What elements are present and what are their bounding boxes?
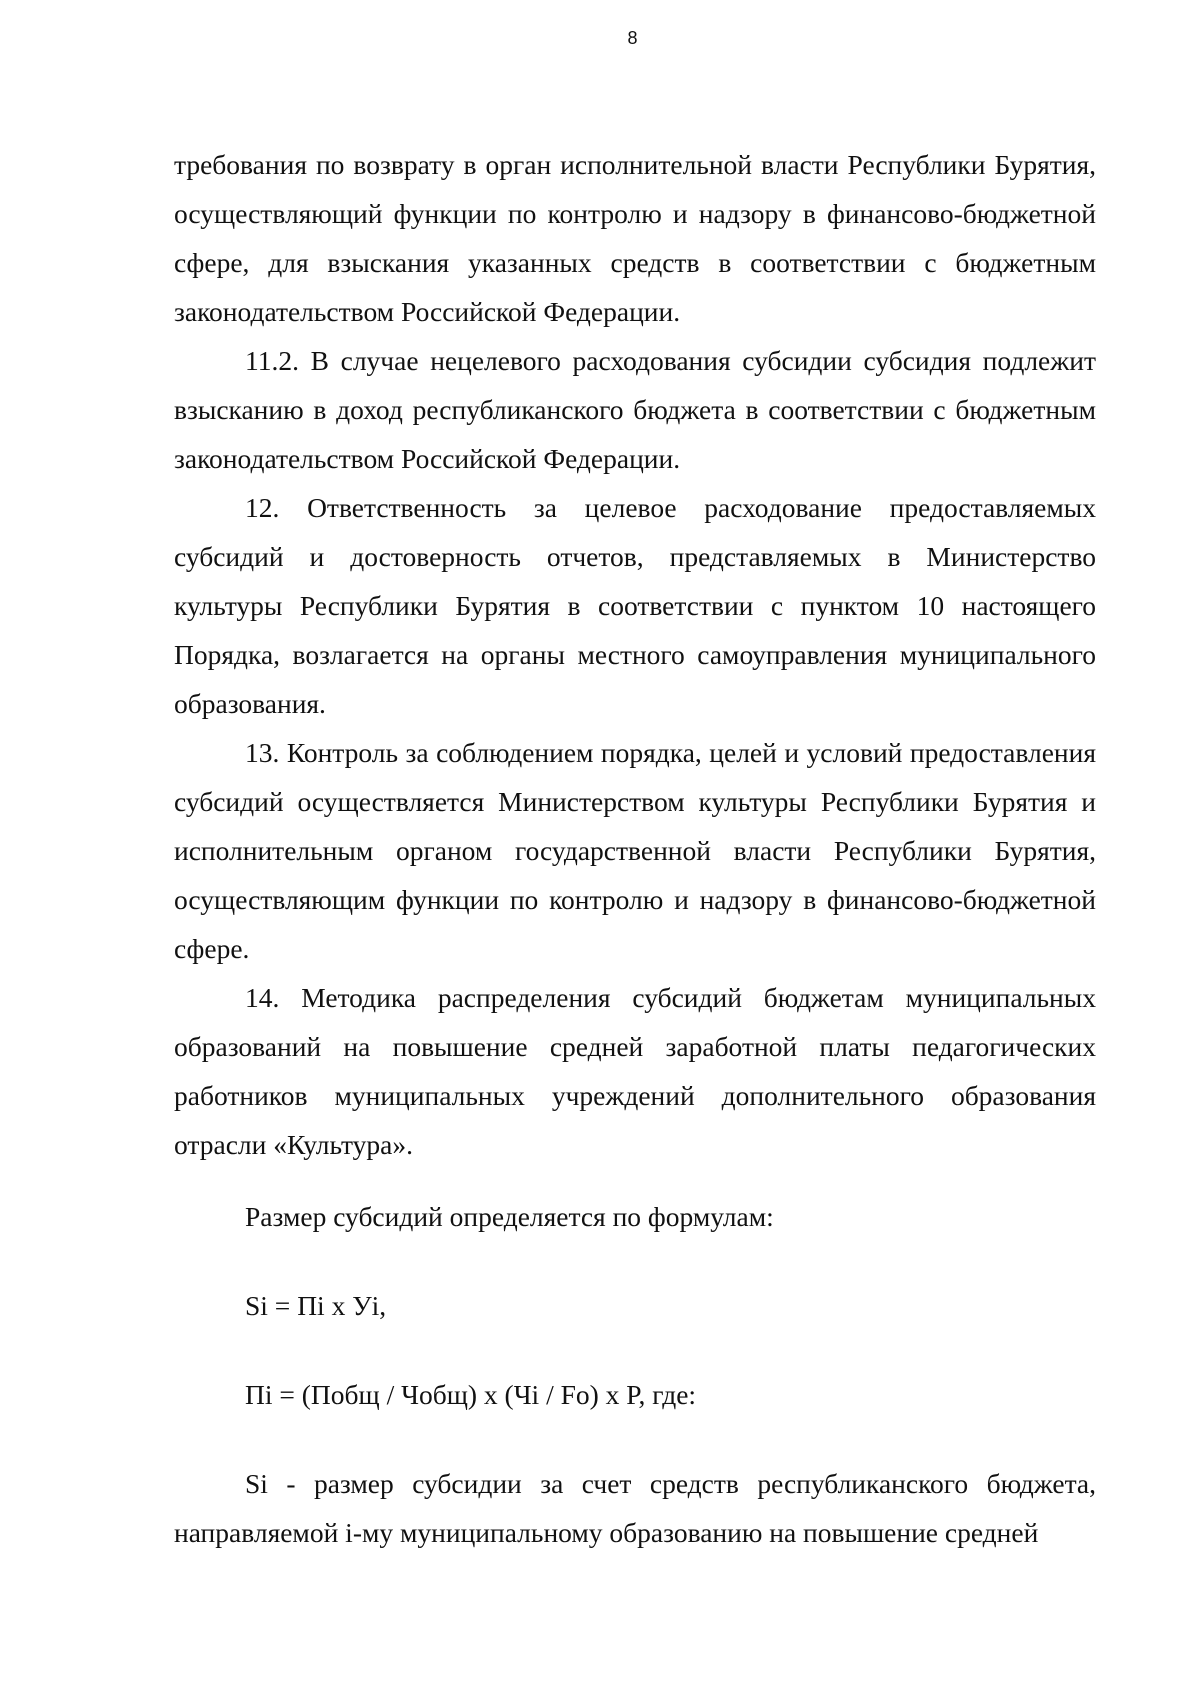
paragraph-14: 14. Методика распределения субсидий бюджетам муниципальных образований на повышение средней заработной платы педагогических работников муниципальных учреждений дополнительного образования отрасли «Культура». [174,982,1096,1160]
paragraph-continuation: требования по возврату в орган исполнительной власти Республики Бурятия, осуществляющий функции по контролю и надзору в финансово-бюджетной сфере, для взыскания указанных средств в соответствии с бюджетным законодательством Российской Федерации. [174,149,1096,327]
definition-si: Si - размер субсидии за счет средств республиканского бюджета, направляемой i-му муниципальному образованию на повышение средней [174,1468,1096,1548]
formula-p: Пi = (Побщ / Чобщ) х (Чi / Fо) х P, где: [245,1379,697,1410]
paragraph-13: 13. Контроль за соблюдением порядка, целей и условий предоставления субсидий осуществляется Министерством культуры Республики Бурятия и исполнительным органом государственной власти Республики Бурятия, осуществляющим функции по контролю и надзору в финансово-бюджетной сфере. [174,737,1096,964]
formula-subsidy: Si = Пi х Уi, [245,1290,387,1321]
formula-intro: Размер субсидий определяется по формулам: [245,1201,774,1232]
page-number: 8 [627,28,638,48]
document-body [174,140,1096,1557]
paragraph-12: 12. Ответственность за целевое расходование предоставляемых субсидий и достоверность отчетов, представляемых в Министерство культуры Республики Бурятия в соответствии с пунктом 10 настоящего Порядка, возлагается на органы местного самоуправления муниципального образования. [174,492,1096,719]
paragraph-11-2: 11.2. В случае нецелевого расходования субсидии субсидия подлежит взысканию в доход республиканского бюджета в соответствии с бюджетным законодательством Российской Федерации. [174,345,1096,474]
